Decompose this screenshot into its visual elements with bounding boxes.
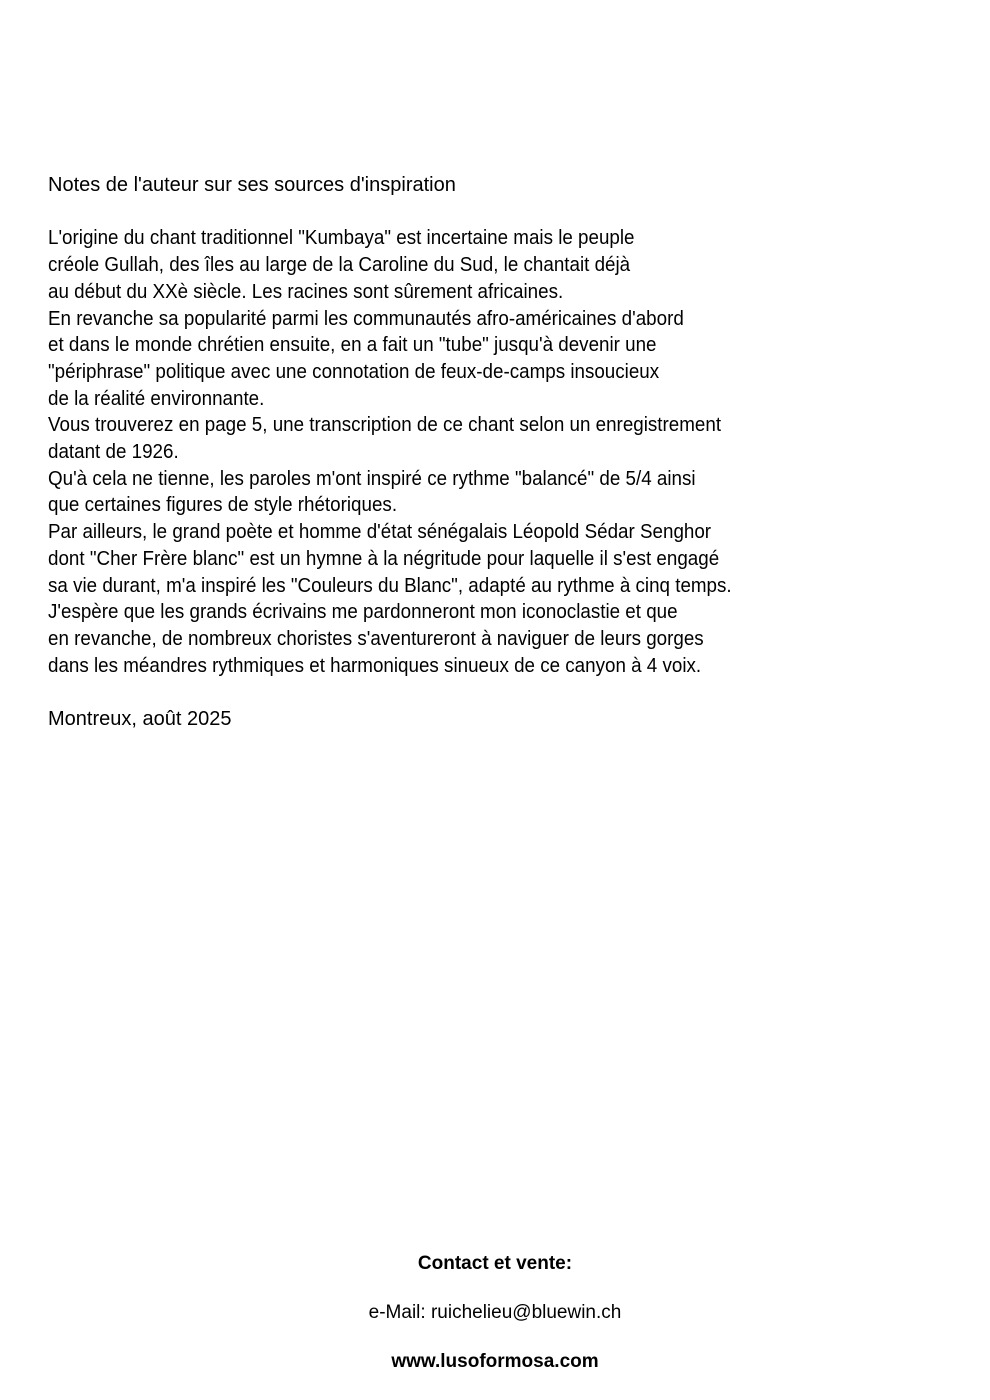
email-link[interactable]: ruichelieu@bluewin.ch (430, 1302, 622, 1323)
body-line: datant de 1926. (48, 441, 179, 464)
body-line: sa vie durant, m'a inspiré les "Couleurs du Blanc", adapté au rythme à cinq temps. (48, 574, 732, 597)
contact-heading: Contact et vente: (417, 1253, 573, 1274)
email-label: e-Mail: (368, 1302, 426, 1323)
body-line: que certaines figures de style rhétoriques. (48, 494, 398, 517)
body-line: au début du XXè siècle. Les racines sont sûrement africaines. (48, 280, 564, 303)
notes-body (48, 225, 968, 679)
body-line: J'espère que les grands écrivains me pardonneront mon iconoclastie et que (48, 601, 678, 624)
body-line: Qu'à cela ne tienne, les paroles m'ont inspiré ce rythme "balancé" de 5/4 ainsi (48, 467, 696, 490)
body-line: et dans le monde chrétien ensuite, en a fait un "tube" jusqu'à devenir une (48, 334, 657, 357)
body-line: Vous trouverez en page 5, une transcription de ce chant selon un enregistrement (48, 414, 722, 437)
body-line: "périphrase" politique avec une connotation de feux-de-camps insoucieux (48, 360, 660, 383)
notes-title: Notes de l'auteur sur ses sources d'inspiration (48, 174, 456, 196)
body-line: dont "Cher Frère blanc" est un hymne à la négritude pour laquelle il s'est engagé (48, 547, 720, 570)
body-line: de la réalité environnante. (48, 387, 265, 410)
body-line: dans les méandres rythmiques et harmoniques sinueux de ce canyon à 4 voix. (48, 654, 702, 677)
body-line: Par ailleurs, le grand poète et homme d'état sénégalais Léopold Sédar Senghor (48, 521, 712, 544)
body-line: créole Gullah, des îles au large de la Caroline du Sud, le chantait déjà (48, 254, 631, 277)
email-line (0, 1302, 990, 1324)
body-line: L'origine du chant traditionnel "Kumbaya" est incertaine mais le peuple (48, 227, 635, 250)
author-notes (48, 172, 968, 733)
website-link[interactable]: www.lusoformosa.com (391, 1351, 599, 1372)
signature-place-date: Montreux, août 2025 (48, 708, 232, 731)
body-line: en revanche, de nombreux choristes s'aventureront à naviguer de leurs gorges (48, 627, 704, 650)
body-line: En revanche sa popularité parmi les communautés afro-américaines d'abord (48, 307, 684, 330)
